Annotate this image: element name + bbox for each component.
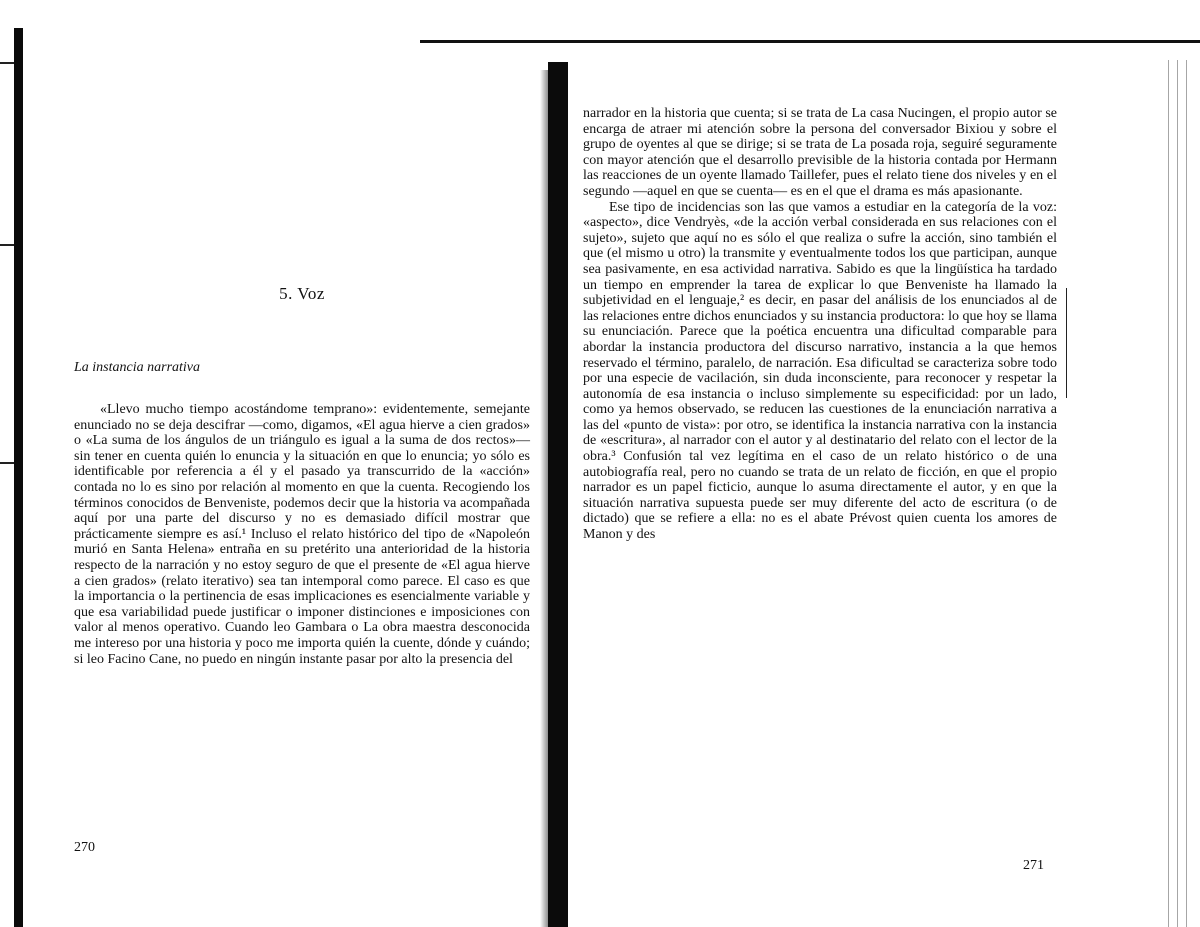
section-title: La instancia narrativa bbox=[74, 360, 201, 375]
scan-mark bbox=[0, 62, 14, 64]
scan-right-edge bbox=[1164, 60, 1194, 927]
page-number: 270 bbox=[74, 840, 95, 855]
gutter bbox=[548, 62, 568, 927]
page-number: 271 bbox=[1023, 858, 1044, 873]
paragraph: «Llevo mucho tiempo acostándome temprano»: evidentemente, semejante enunciado no se deja descifrar —como, digamos, «El agua hierve a cien grados» o «La suma de los ángulos de un triángulo es igual a la suma de dos rectos»— sin tener en cuenta quién lo enuncia y la situación en que lo enuncia; yo sólo es identificable por referencia a él y el pasado ya transcurrido de la «acción» contada no lo es sino por relación al momento en que la cuenta. Recogiendo los términos conocidos de Benveniste, podemos decir que la historia va acompañada aquí por una parte del discurso y no es demasiado difícil mostrar que prácticamente siempre es así.¹ Incluso el relato histórico del tipo de «Napoleón murió en Santa Helena» entraña en su pretérito una anterioridad de la historia respecto de la narración y no estoy seguro de que el presente de «El agua hierve a cien grados» (relato iterativo) sea tan intemporal como parece. El caso es que la importancia o la pertinencia de esas implicaciones es esencialmente variable y que esa variabilidad puede justificar o imponer distinciones e imposiciones con valor al menos operativo. Cuando leo Gambara o La obra maestra desconocida me intereso por una historia y poco me importa quién la cuente, dónde y cuándo; si leo Facino Cane, no puedo en ningún instante pasar por alto la presencia del bbox=[74, 402, 530, 667]
right-body bbox=[583, 106, 1057, 543]
paragraph: narrador en la historia que cuenta; si se trata de La casa Nucingen, el propio autor se encarga de atraer mi atención sobre la persona del conversador Bixiou y sobre el grupo de oyentes al que se dirige; si se trata de La posada roja, seguiré seguramente con mayor atención que el desarrollo previsible de la historia contada por Hermann las reacciones de un oyente llamado Taillefer, pues el relato tiene dos niveles y en el segundo —aquel en que se cuenta— es en el que el drama es más apasionante. bbox=[583, 106, 1057, 199]
left-page bbox=[74, 40, 530, 920]
right-page bbox=[583, 100, 1057, 900]
scan-top-rule bbox=[420, 40, 1200, 43]
scan-mark bbox=[0, 244, 14, 246]
margin-bracket bbox=[1060, 288, 1067, 398]
paragraph: Ese tipo de incidencias son las que vamos a estudiar en la categoría de la voz: «aspecto», dice Vendryès, «de la acción verbal considerada en sus relaciones con el sujeto», sujeto que aquí no es sólo el que realiza o sufre la acción, sino también el que (el mismo u otro) la transmite y eventualmente todos los que participan, aunque sea pasivamente, en esa actividad narrativa. Sabido es que la lingüística ha tardado un tiempo en emprender la tarea de explicar lo que Benveniste ha llamado la subjetividad en el lenguaje,² es decir, en pasar del análisis de los enunciados al de las relaciones entre dichos enunciados y su instancia productora: lo que hoy se llama su enunciación. Parece que la poética encuentra una dificultad comparable para abordar la instancia productora del discurso narrativo, instancia a la que hemos reservado el término, paralelo, de narración. Esa dificultad se caracteriza sobre todo por una especie de vacilación, sin duda inconsciente, para reconocer y respetar la autonomía de esa instancia o incluso simplemente su especificidad: por un lado, como ya hemos observado, se reducen las cuestiones de la enunciación narrativa a las del «punto de vista»: por otro, se identifica la instancia narrativa con la instancia de «escritura», al narrador con el autor y al destinatario del relato con el lector de la obra.³ Confusión tal vez legítima en el caso de un relato histórico o de una autobiografía real, pero no cuando se trata de un relato de ficción, en que el propio narrador es un papel ficticio, aunque lo asuma directamente el autor, y en que la situación narrativa supuesta puede ser muy diferente del acto de escritura (o de dictado) que se refiere a ella: no es el abate Prévost quien cuenta los amores de Manon y des bbox=[583, 199, 1057, 543]
scan-shadow-left bbox=[14, 28, 23, 927]
left-body bbox=[74, 402, 530, 667]
chapter-title: 5. Voz bbox=[279, 284, 325, 303]
scan-mark bbox=[0, 462, 14, 464]
